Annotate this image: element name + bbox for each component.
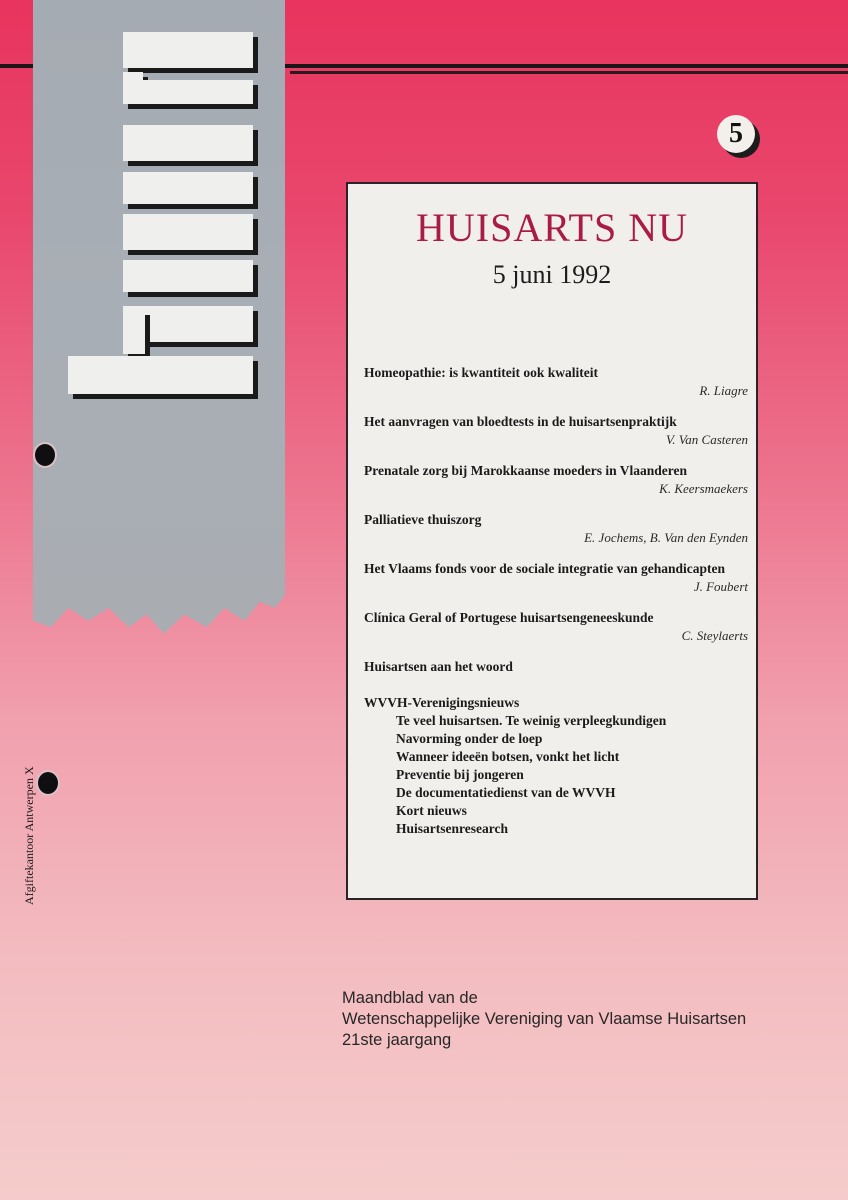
list-item: [364, 560, 748, 595]
punch-hole: [33, 442, 57, 468]
logo-bar: [123, 214, 253, 250]
list-item: Navorming onder de loep: [396, 731, 543, 746]
article-title: Prenatale zorg bij Marokkaanse moeders in Vlaanderen: [364, 463, 687, 478]
logo-bar: [123, 172, 253, 204]
section-items: [364, 712, 748, 838]
list-item: [364, 511, 748, 546]
article-author: R. Liagre: [699, 383, 748, 398]
article-title: Huisartsen aan het woord: [364, 659, 513, 674]
list-item: [364, 658, 748, 676]
footer-line: 21ste jaargang: [342, 1031, 452, 1049]
logo-bar: [68, 356, 253, 394]
postal-office-text: Afgiftekantoor Antwerpen X: [22, 766, 36, 905]
article-author: K. Keersmaekers: [659, 481, 748, 496]
list-item: [364, 609, 748, 644]
table-of-contents: [346, 182, 758, 900]
list-item: Preventie bij jongeren: [396, 767, 524, 782]
magazine-title: HUISARTS NU: [416, 205, 688, 250]
article-author: E. Jochems, B. Van den Eynden: [584, 530, 748, 545]
footer-line: Maandblad van de: [342, 989, 478, 1007]
punch-hole: [36, 770, 60, 796]
list-item: Te veel huisartsen. Te weinig verpleegkundigen: [396, 713, 667, 728]
article-title: Het Vlaams fonds voor de sociale integratie van gehandicapten: [364, 561, 725, 576]
publisher-info: [342, 988, 822, 1051]
article-list: [364, 364, 748, 852]
logo-bar: [123, 80, 253, 104]
issue-date: 5 juni 1992: [492, 260, 612, 289]
article-title: Homeopathie: is kwantiteit ook kwaliteit: [364, 365, 598, 380]
logo-bar: [123, 260, 253, 292]
section-title: WVVH-Verenigingsnieuws: [364, 695, 520, 710]
list-item: Wanneer ideeën botsen, vonkt het licht: [396, 749, 620, 764]
article-title: Palliatieve thuiszorg: [364, 512, 482, 527]
top-rule-secondary: [290, 71, 848, 74]
list-item: [364, 364, 748, 399]
logo-bar: [123, 310, 145, 354]
list-item: Kort nieuws: [396, 803, 467, 818]
article-author: C. Steylaerts: [681, 628, 748, 643]
list-item: Huisartsenresearch: [396, 821, 508, 836]
logo-bar: [123, 125, 253, 161]
list-item: De documentatiedienst van de WVVH: [396, 785, 616, 800]
footer-line: Wetenschappelijke Vereniging van Vlaamse Huisartsen: [342, 1010, 747, 1028]
list-item: [364, 413, 748, 448]
issue-number-badge: 5: [717, 115, 755, 153]
list-item: [364, 462, 748, 497]
article-title: Het aanvragen van bloedtests in de huisartsenpraktijk: [364, 414, 677, 429]
logo-bar: [123, 32, 253, 68]
article-author: V. Van Casteren: [666, 432, 748, 447]
news-section: [364, 694, 748, 838]
article-author: J. Foubert: [693, 579, 748, 594]
article-title: Clínica Geral of Portugese huisartsengeneeskunde: [364, 610, 654, 625]
